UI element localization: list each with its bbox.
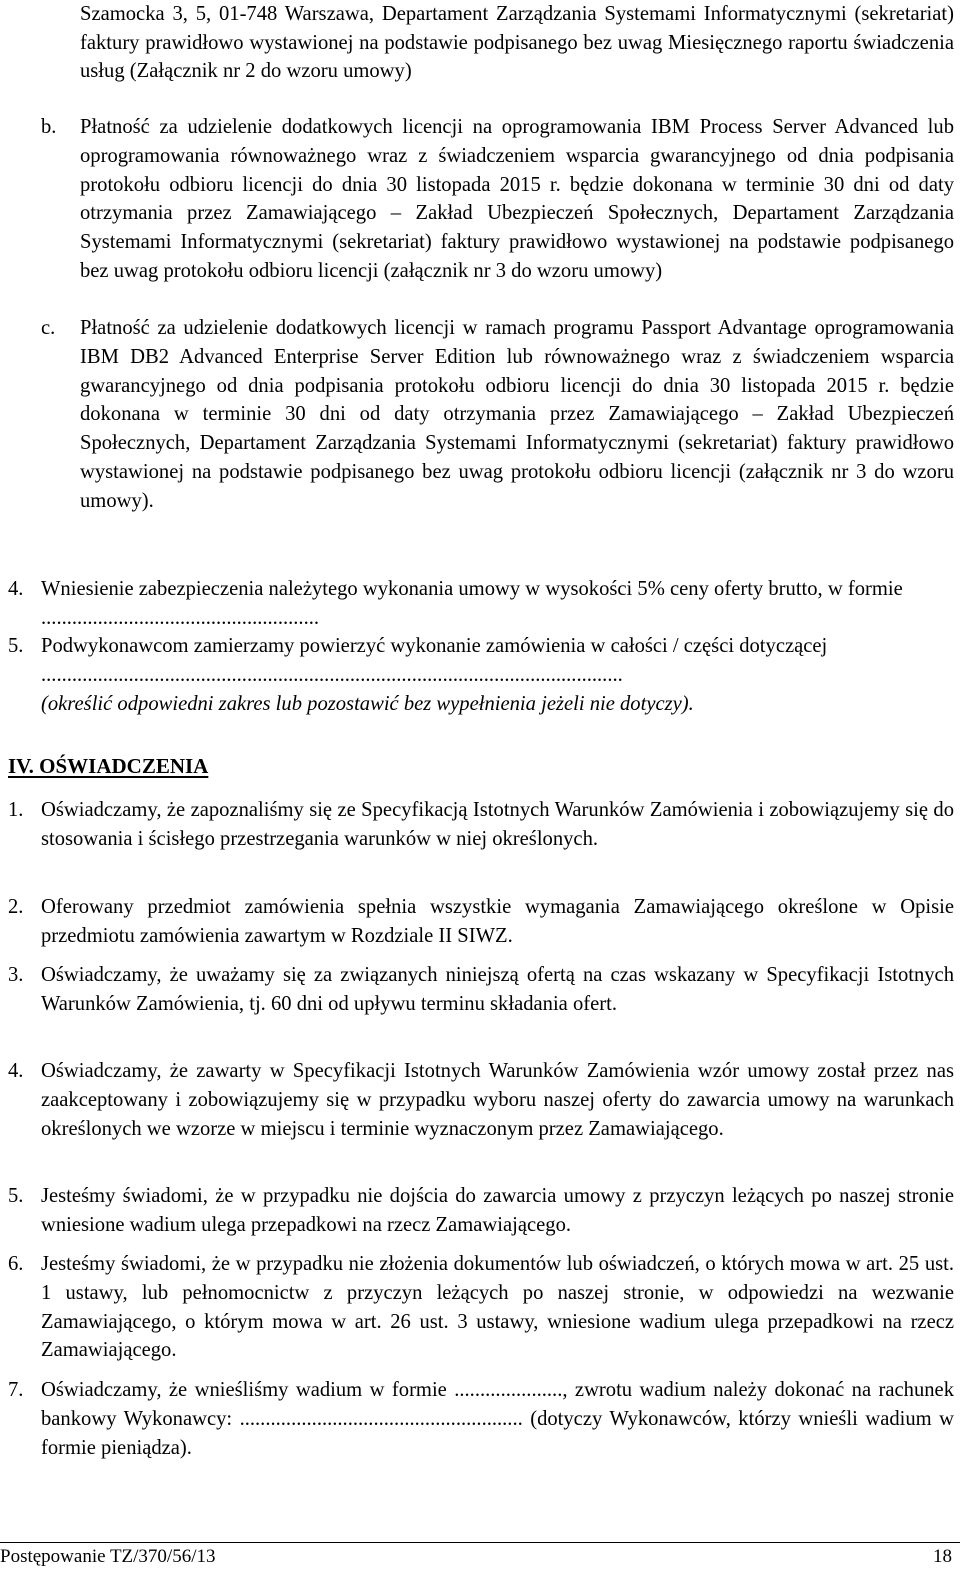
sub-item-marker: c. [41, 317, 56, 339]
declaration-7 [8, 1376, 954, 1462]
item-marker: 1. [8, 799, 24, 821]
item-marker: 5. [8, 635, 24, 657]
item-text: Oświadczamy, że uważamy się za związanych niniejszą ofertą na czas wskazany w Specyfikacji Istotnych Warunków Zamówienia, tj. 60 dni od upływu terminu składania ofert. [41, 964, 954, 1015]
numbered-item-5 [8, 632, 954, 718]
declaration-2 [8, 893, 954, 951]
item-marker: 7. [8, 1379, 24, 1401]
declaration-4 [8, 1057, 954, 1143]
item-marker: 4. [8, 1060, 24, 1082]
declaration-5 [8, 1182, 954, 1240]
item-text: Oświadczamy, że zapoznaliśmy się ze Specyfikacją Istotnych Warunków Zamówienia i zobowiązujemy się do stosowania i ścisłego przestrzegania warunków w niej określonych. [41, 799, 954, 850]
item-text: Jesteśmy świadomi, że w przypadku nie złożenia dokumentów lub oświadczeń, o których mowa w art. 25 ust. 1 ustawy, lub pełnomocnictw z przyczyn leżących po naszej stronie, w odpowiedzi na wezwanie Zamawiającego, o którym mowa w art. 26 ust. 3 ustawy, wniesione wadium ulega przepadkowi na rzecz Zamawiającego. [41, 1253, 954, 1362]
item-text: Podwykonawcom zamierzamy powierzyć wykonanie zamówienia w całości / części dotyczącej ................................................................................................................. [41, 635, 828, 686]
item-marker: 4. [8, 578, 24, 600]
sub-item-text: Płatność za udzielenie dodatkowych licencji na oprogramowania IBM Process Server Advanced lub oprogramowania równoważnego wraz z świadczeniem wsparcia gwarancyjnego od dnia podpisania protokołu odbioru licencji do dnia 30 listopada 2015 r. będzie dokonana w terminie 30 dni od daty otrzymania przez Zamawiającego – Zakład Ubezpieczeń Społecznych, Departament Zarządzania Systemami Informatycznymi (sekretariat) faktury prawidłowo wystawionej na podstawie podpisanego bez uwag protokołu odbioru licencji (załącznik nr 3 do wzoru umowy) [80, 116, 954, 282]
declaration-6 [8, 1250, 954, 1365]
sub-item-c [41, 314, 954, 516]
item-marker: 5. [8, 1185, 24, 1207]
item-note: (określić odpowiedni zakres lub pozostawić bez wypełnienia jeżeli nie dotyczy). [41, 692, 694, 715]
sub-item-text: Płatność za udzielenie dodatkowych licencji w ramach programu Passport Advantage oprogramowania IBM DB2 Advanced Enterprise Server Edition lub równoważnego wraz z świadczeniem wsparcia gwarancyjnego od dnia podpisania protokołu odbioru licencji do dnia 30 listopada 2015 r. będzie dokonana w terminie 30 dni od daty otrzymania przez Zamawiającego – Zakład Ubezpieczeń Społecznych, Departament Zarządzania Systemami Informatycznymi (sekretariat) faktury prawidłowo wystawionej na podstawie podpisanego bez uwag protokołu odbioru licencji (załącznik nr 3 do wzoru umowy). [80, 317, 954, 512]
sub-item-marker: b. [41, 116, 57, 138]
item-text: Wniesienie zabezpieczenia należytego wykonania umowy w wysokości 5% ceny oferty brutto, w formie ...................................................... [41, 578, 903, 629]
item-text: Oświadczamy, że wnieśliśmy wadium w formie ....................., zwrotu wadium należy dokonać na rachunek bankowy Wykonawcy: ....................................................... (dotyczy Wykonawców, którzy wnieśli wadium w formie pieniądza). [41, 1379, 954, 1459]
sub-item-b [41, 113, 954, 286]
section-heading: IV. OŚWIADCZENIA [8, 754, 209, 778]
item-marker: 3. [8, 964, 24, 986]
declaration-3 [8, 961, 954, 1019]
item-marker: 6. [8, 1253, 24, 1275]
intro-paragraph: Szamocka 3, 5, 01-748 Warszawa, Departament Zarządzania Systemami Informatycznymi (sekretariat) faktury prawidłowo wystawionej na podstawie podpisanego bez uwag Miesięcznego raportu świadczenia usług (Załącznik nr 2 do wzoru umowy) [80, 3, 954, 82]
footer-reference: Postępowanie TZ/370/56/13 [0, 1546, 216, 1567]
item-text: Oferowany przedmiot zamówienia spełnia wszystkie wymagania Zamawiającego określone w Opisie przedmiotu zamówienia zawartym w Rozdziale II SIWZ. [41, 896, 954, 947]
declaration-1 [8, 796, 954, 854]
numbered-item-4 [8, 575, 954, 633]
page-number: 18 [933, 1546, 952, 1567]
footer-divider [0, 1542, 960, 1543]
item-text: Oświadczamy, że zawarty w Specyfikacji Istotnych Warunków Zamówienia wzór umowy został przez nas zaakceptowany i zobowiązujemy się w przypadku wyboru naszej oferty do zawarcia umowy na warunkach określonych we wzorze w miejscu i terminie wyznaczonym przez Zamawiającego. [41, 1060, 954, 1140]
item-marker: 2. [8, 896, 24, 918]
item-text: Jesteśmy świadomi, że w przypadku nie dojścia do zawarcia umowy z przyczyn leżących po naszej stronie wniesione wadium ulega przepadkowi na rzecz Zamawiającego. [41, 1185, 954, 1236]
